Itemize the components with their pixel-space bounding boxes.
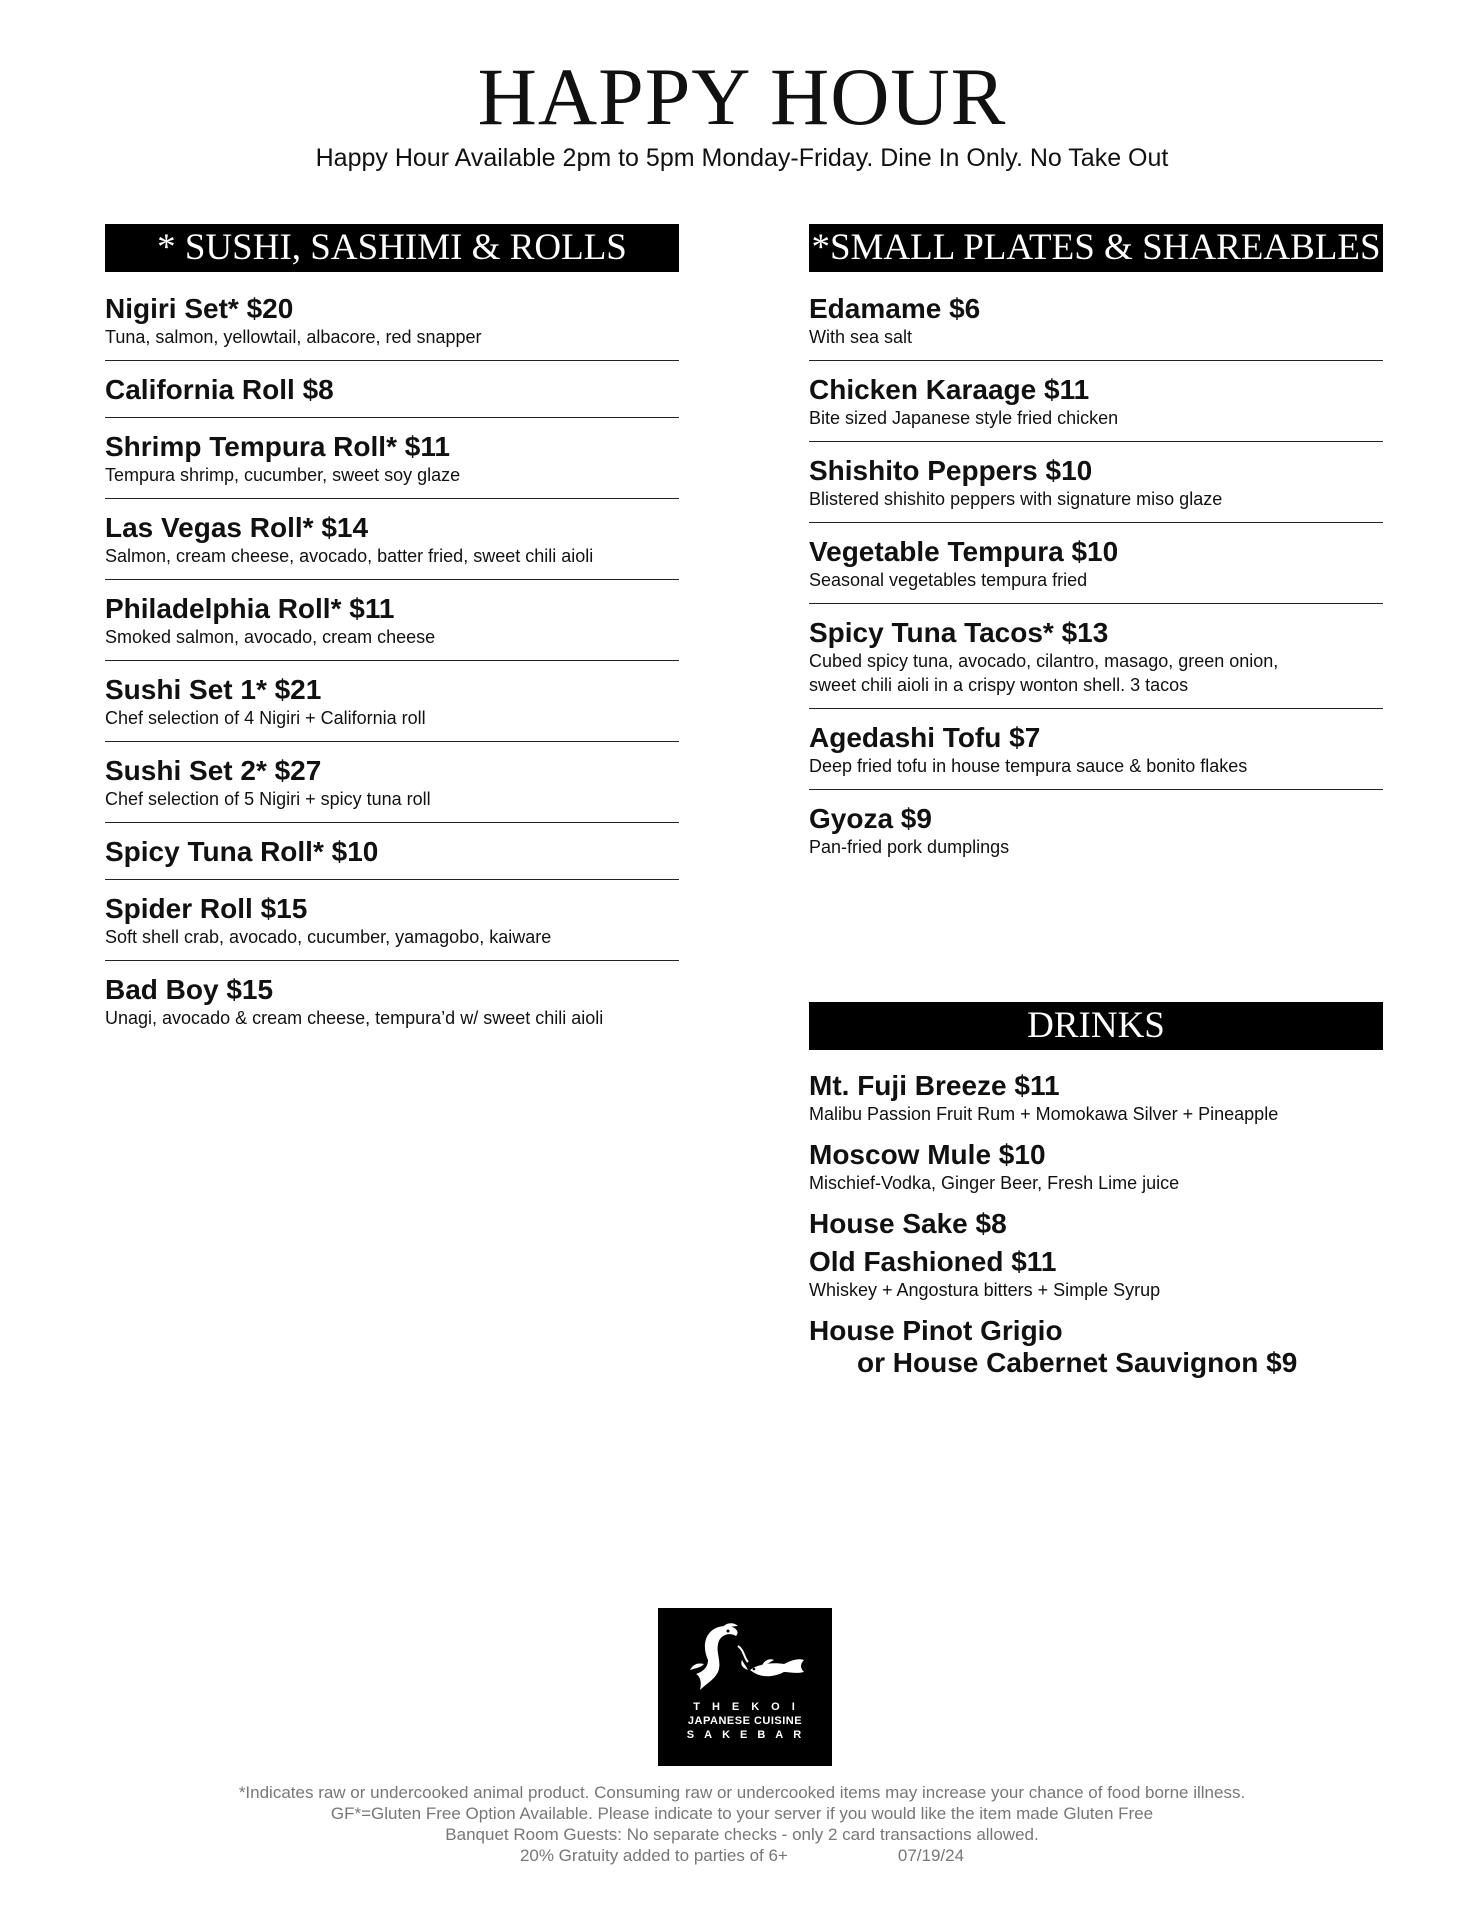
- drink-item-desc: Malibu Passion Fruit Rum + Momokawa Silver + Pineapple: [809, 1104, 1279, 1124]
- logo-line-1: THEKOI: [693, 1701, 807, 1713]
- drink-item-name-continued: or House Cabernet Sauvignon $9: [857, 1347, 1298, 1378]
- menu-item: [809, 454, 1383, 523]
- menu-item-name: Shrimp Tempura Roll* $11: [105, 431, 450, 462]
- menu-item: [105, 430, 679, 499]
- menu-item-name: Chicken Karaage $11: [809, 374, 1090, 405]
- menu-item: [809, 721, 1383, 790]
- menu-item: [809, 802, 1383, 870]
- menu-item: [105, 892, 679, 961]
- drink-item: [809, 1070, 1383, 1126]
- drinks-section: [809, 1002, 1383, 1392]
- menu-item: [809, 292, 1383, 361]
- drink-item-desc: Whiskey + Angostura bitters + Simple Syrup: [809, 1280, 1161, 1300]
- menu-item: [105, 973, 679, 1041]
- menu-item-name: Vegetable Tempura $10: [809, 536, 1119, 567]
- drink-item: [809, 1139, 1383, 1195]
- koi-fish-icon: [678, 1620, 812, 1700]
- menu-item-desc: Deep fried tofu in house tempura sauce & bonito flakes: [809, 756, 1248, 776]
- menu-item-desc: Chef selection of 4 Nigiri + California roll: [105, 708, 426, 728]
- menu-item: [105, 292, 679, 361]
- menu-item: [809, 616, 1383, 709]
- menu-item-desc: Blistered shishito peppers with signature miso glaze: [809, 489, 1223, 509]
- menu-item: [105, 754, 679, 823]
- page-title: HAPPY HOUR: [477, 51, 1007, 142]
- menu-item-desc: Smoked salmon, avocado, cream cheese: [105, 627, 436, 647]
- logo-line-3: SAKEBAR: [686, 1729, 812, 1741]
- drink-item: [809, 1208, 1383, 1240]
- menu-item-name: Spicy Tuna Roll* $10: [105, 836, 379, 867]
- menu-item-name: Nigiri Set* $20: [105, 293, 294, 324]
- drink-item-name: House Pinot Grigio: [809, 1315, 1063, 1346]
- small-plates-section-heading: *SMALL PLATES & SHAREABLES: [809, 224, 1383, 272]
- restaurant-logo: [658, 1608, 832, 1766]
- drinks-section-heading: DRINKS: [809, 1002, 1383, 1050]
- menu-item: [105, 373, 679, 418]
- menu-item-name: Spicy Tuna Tacos* $13: [809, 617, 1109, 648]
- drink-item-name: Old Fashioned $11: [809, 1246, 1057, 1277]
- menu-item: [105, 673, 679, 742]
- drink-item: [809, 1315, 1383, 1379]
- menu-item-name: Gyoza $9: [809, 803, 932, 834]
- menu-item-name: Agedashi Tofu $7: [809, 722, 1041, 753]
- menu-item: [809, 535, 1383, 604]
- menu-item-desc: Pan-fried pork dumplings: [809, 837, 1010, 857]
- footer-banquet-note: Banquet Room Guests: No separate checks - only 2 card transactions allowed.: [445, 1825, 1039, 1844]
- footer-notes: [0, 1782, 1484, 1866]
- menu-item-name: Edamame $6: [809, 293, 981, 324]
- menu-item-name: Sushi Set 2* $27: [105, 755, 322, 786]
- footer-gratuity-note: 20% Gratuity added to parties of 6+: [519, 1846, 788, 1865]
- drink-item: [809, 1246, 1383, 1302]
- page-subtitle: Happy Hour Available 2pm to 5pm Monday-Friday. Dine In Only. No Take Out: [315, 144, 1169, 172]
- menu-item-desc: Chef selection of 5 Nigiri + spicy tuna roll: [105, 789, 431, 809]
- footer-gratuity-line: [0, 1845, 1484, 1866]
- drink-item-desc: Mischief-Vodka, Ginger Beer, Fresh Lime juice: [809, 1173, 1180, 1193]
- menu-item-desc: With sea salt: [809, 327, 913, 347]
- menu-item: [105, 511, 679, 580]
- menu-item-desc: Salmon, cream cheese, avocado, batter fried, sweet chili aioli: [105, 546, 594, 566]
- menu-item-name: Bad Boy $15: [105, 974, 274, 1005]
- sushi-section-heading: * SUSHI, SASHIMI & ROLLS: [105, 224, 679, 272]
- menu-item-name: Spider Roll $15: [105, 893, 308, 924]
- footer-gluten-note: GF*=Gluten Free Option Available. Please indicate to your server if you would like the item made Gluten Free: [330, 1804, 1154, 1823]
- menu-item-desc: Tempura shrimp, cucumber, sweet soy glaze: [105, 465, 461, 485]
- menu-item: [105, 835, 679, 880]
- logo-line-2: JAPANESE CUISINE: [687, 1715, 803, 1727]
- menu-item-desc: Seasonal vegetables tempura fried: [809, 570, 1088, 590]
- drink-item-name: House Sake $8: [809, 1208, 1007, 1239]
- drink-item-name: Moscow Mule $10: [809, 1139, 1046, 1170]
- menu-item-name: Las Vegas Roll* $14: [105, 512, 369, 543]
- small-plates-section: [809, 224, 1383, 882]
- sushi-section: [105, 224, 679, 1053]
- footer-date: 07/19/24: [897, 1846, 965, 1865]
- menu-item-name: Sushi Set 1* $21: [105, 674, 322, 705]
- menu-item-desc: Bite sized Japanese style fried chicken: [809, 408, 1119, 428]
- menu-item-name: Shishito Peppers $10: [809, 455, 1093, 486]
- menu-item: [809, 373, 1383, 442]
- menu-item-desc: Soft shell crab, avocado, cucumber, yamagobo, kaiware: [105, 927, 552, 947]
- drink-item-name: Mt. Fuji Breeze $11: [809, 1070, 1060, 1101]
- menu-item-name: California Roll $8: [105, 374, 334, 405]
- menu-item: [105, 592, 679, 661]
- menu-item-desc: Cubed spicy tuna, avocado, cilantro, masago, green onion, sweet chili aioli in a crispy wonton shell. 3 tacos: [809, 651, 1279, 695]
- menu-item-desc: Unagi, avocado & cream cheese, tempura’d w/ sweet chili aioli: [105, 1008, 604, 1028]
- footer-raw-warning: *Indicates raw or undercooked animal product. Consuming raw or undercooked items may increase your chance of food borne illness.: [238, 1783, 1246, 1802]
- menu-item-desc: Tuna, salmon, yellowtail, albacore, red snapper: [105, 327, 482, 347]
- menu-item-name: Philadelphia Roll* $11: [105, 593, 395, 624]
